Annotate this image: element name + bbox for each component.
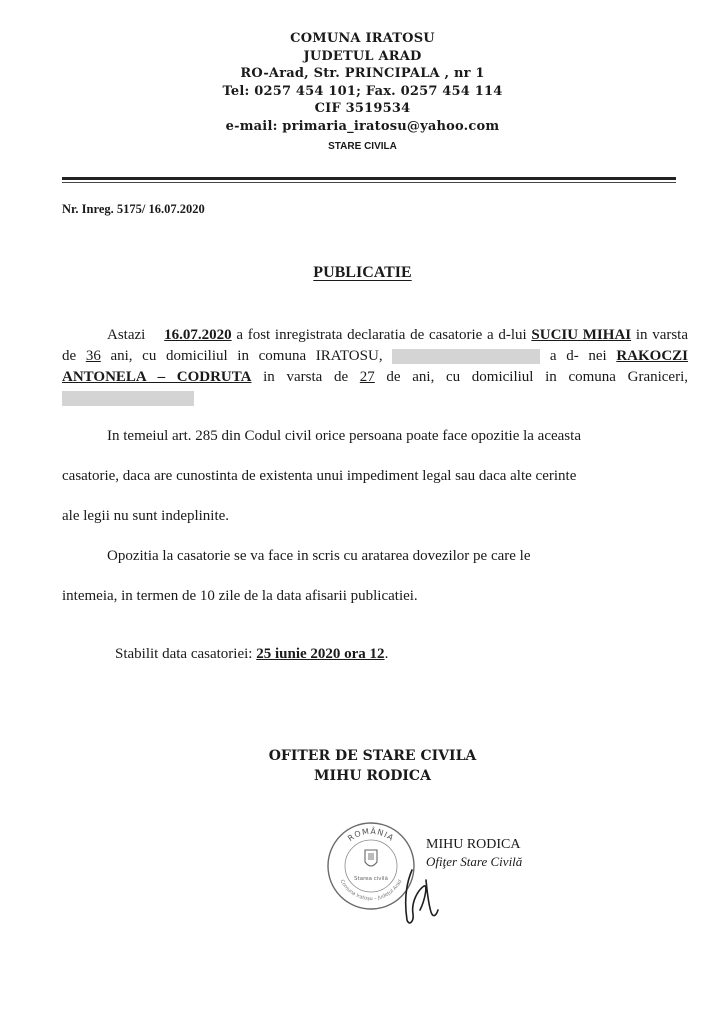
marriage-date: 25 iunie 2020 ora 12 — [256, 646, 385, 662]
department: STARE CIVILA — [328, 141, 397, 152]
registration-number: Nr. Inreg. 5175/ 16.07.2020 — [62, 202, 205, 216]
header-divider — [62, 177, 676, 180]
phone-fax: Tel: 0257 454 101; Fax. 0257 454 114 — [222, 83, 503, 99]
officer-name: MIHU RODICA — [314, 768, 431, 784]
bride-name: RAKOCZI ANTONELA – CODRUTA — [62, 348, 689, 385]
legal-line: In temeiul art. 285 din Codul civil orice persoana poate face opozitie la aceasta — [107, 428, 581, 444]
groom-name: SUCIU MIHAI — [531, 327, 632, 343]
fiscal-code: CIF 3519534 — [314, 101, 411, 116]
institution-name: COMUNA IRATOSU — [290, 31, 435, 46]
legal-line: casatorie, daca are cunostinta de existenta unui impediment legal sau daca alte cerinte — [62, 468, 577, 484]
header-divider-thin — [62, 182, 676, 183]
county: JUDETUL ARAD — [303, 48, 422, 64]
opposition-line: intemeia, in termen de 10 zile de la data afisarii publicatiei. — [62, 588, 418, 604]
svg-text:Starea civilă: Starea civilă — [354, 876, 388, 882]
declaration-date: 16.07.2020 — [164, 327, 232, 343]
groom-age: 36 — [85, 348, 101, 364]
email: e-mail: primaria_iratosu@yahoo.com — [225, 118, 500, 134]
stamp-name: MIHU RODICA — [426, 837, 521, 852]
svg-text:ROMÂNIA: ROMÂNIA — [346, 826, 396, 844]
officer-title: OFITER DE STARE CIVILA — [268, 748, 477, 764]
marriage-date-line: Stabilit data casatoriei: 25 iunie 2020 ora 12. — [115, 646, 389, 662]
declaration-paragraph: Astazi 16.07.2020 a fost inregistrata declaratia de casatorie a d-lui SUCIU MIHAI in varsta de 36 ani, cu domiciliul in comuna IRATOSU, a d- nei RAKOCZI ANTONELA – CODRUTA in varsta de 27 de ani, cu domiciliul in comuna Graniceri, — [62, 325, 688, 409]
opposition-line: Opozitia la casatorie se va face in scris cu aratarea dovezilor pe care le — [107, 548, 531, 564]
address: RO-Arad, Str. PRINCIPALA , nr 1 — [240, 66, 485, 81]
letterhead — [0, 30, 725, 152]
redacted-address — [392, 349, 540, 364]
officer-block — [0, 746, 725, 786]
legal-line: ale legii nu sunt indeplinite. — [62, 508, 230, 524]
handwritten-signature — [398, 866, 442, 928]
svg-text:Comuna Iratoşu – Judeţul Arad: Comuna Iratoşu – Judeţul Arad — [338, 878, 404, 903]
stamp-role: Ofiţer Stare Civilă — [426, 854, 523, 869]
stamp-signature-label — [426, 836, 522, 870]
declaration-text: Astazi — [107, 327, 146, 343]
document-title: PUBLICATIE — [313, 264, 412, 281]
redacted-address — [62, 391, 194, 406]
bride-age: 27 — [359, 369, 375, 385]
